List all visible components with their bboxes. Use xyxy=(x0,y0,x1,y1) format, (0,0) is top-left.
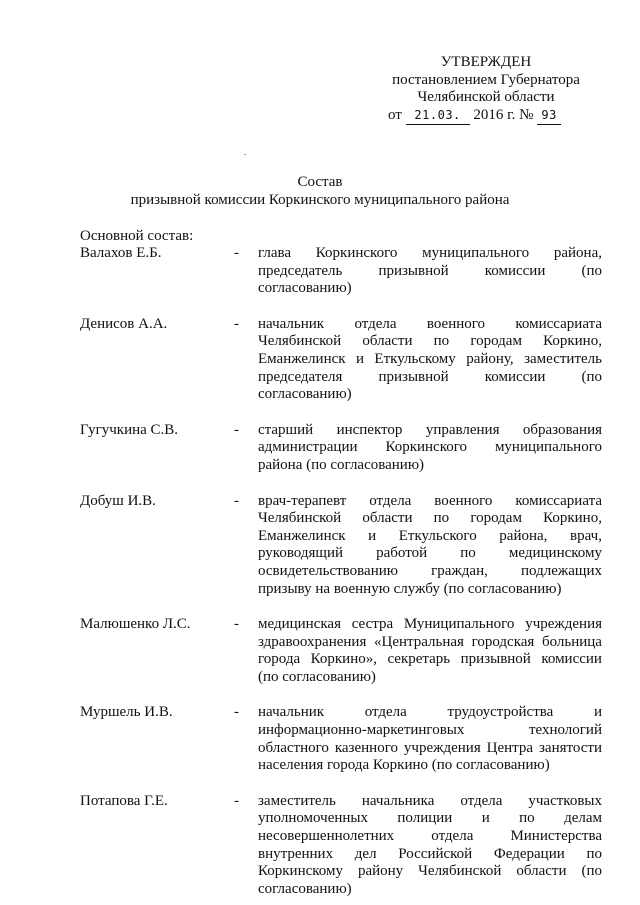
member-row xyxy=(80,493,602,599)
member-name: Муршель И.В. xyxy=(80,704,173,721)
section-label: Основной состав: xyxy=(80,228,194,244)
word: заместитель xyxy=(258,792,336,809)
member-name: Гугучкина С.В. xyxy=(80,421,179,438)
word: делам xyxy=(564,810,602,827)
word: начальник xyxy=(258,704,325,721)
position-line xyxy=(258,704,602,722)
word: Министерства xyxy=(510,828,602,845)
position-line xyxy=(258,316,602,334)
word: медицинскому xyxy=(508,545,602,562)
position-line xyxy=(258,846,602,864)
word: глава xyxy=(258,245,292,261)
member-name: Малюшенко Л.С. xyxy=(80,616,191,633)
word: района, xyxy=(553,245,602,261)
member-dash: - xyxy=(234,315,239,332)
word: граждан, xyxy=(431,562,488,579)
word: больница xyxy=(541,633,602,650)
word: старший xyxy=(258,421,314,438)
word: области xyxy=(362,333,413,350)
word: Челябинской xyxy=(258,333,342,350)
word: комиссии xyxy=(484,262,546,279)
position-line xyxy=(258,439,602,457)
word: технологий xyxy=(528,722,602,739)
word: призывной xyxy=(378,368,449,385)
position-line xyxy=(258,651,602,669)
member-name: Валахов Е.Б. xyxy=(80,245,162,261)
word: району, xyxy=(466,350,514,367)
position-line: согласованию) xyxy=(258,880,352,897)
member-position xyxy=(258,316,602,404)
word: дел xyxy=(354,845,377,862)
word: Еманжелинск xyxy=(258,527,346,544)
position-line xyxy=(258,722,602,740)
word: городам xyxy=(470,510,522,527)
member-row xyxy=(80,245,602,298)
word: военного xyxy=(434,492,493,509)
position-line xyxy=(258,263,602,281)
word: здравоохранения xyxy=(258,633,367,650)
position-line xyxy=(258,245,602,263)
word: секретарь xyxy=(387,651,451,668)
word: призывной xyxy=(378,262,449,279)
word: Еманжелинск xyxy=(258,350,346,367)
word: работой xyxy=(376,545,428,562)
word: и xyxy=(593,704,602,721)
member-dash: - xyxy=(234,616,239,633)
word: муниципального xyxy=(422,245,530,261)
word: управления xyxy=(425,421,500,438)
word: Центра xyxy=(486,739,534,756)
position-line xyxy=(258,828,602,846)
document-heading xyxy=(0,174,640,209)
word: комиссариата xyxy=(515,492,602,509)
word: отдела xyxy=(364,704,407,721)
word: по xyxy=(433,510,450,527)
word: района, xyxy=(499,527,548,544)
position-line xyxy=(258,422,602,440)
word: (по xyxy=(581,262,602,279)
word: образования xyxy=(522,421,602,438)
position-line: (по согласованию) xyxy=(258,668,376,685)
word: по xyxy=(586,845,602,862)
position-line xyxy=(258,810,602,828)
word: медицинская xyxy=(258,616,341,633)
position-line xyxy=(258,351,602,369)
word: Коркино, xyxy=(543,510,602,527)
scan-speck xyxy=(244,154,246,155)
word: уполномоченных xyxy=(258,810,368,827)
word: Челябинской xyxy=(418,863,502,880)
word: области xyxy=(516,863,567,880)
position-line xyxy=(258,545,602,563)
word: Коркинского xyxy=(315,245,398,261)
member-name: Потапова Г.Е. xyxy=(80,792,168,809)
word: Коркино, xyxy=(543,333,602,350)
word: отдела xyxy=(369,492,412,509)
date-prefix: от xyxy=(388,106,402,123)
word: отдела xyxy=(354,315,397,332)
word: города xyxy=(258,651,301,668)
member-dash: - xyxy=(234,704,239,721)
word: учреждения xyxy=(525,616,602,633)
word: сестра xyxy=(351,616,394,633)
word: заместитель xyxy=(524,350,602,367)
handwritten-number: 93 xyxy=(537,107,561,126)
word: трудоустройства xyxy=(447,704,554,721)
word: начальника xyxy=(361,792,435,809)
word: области xyxy=(362,510,413,527)
position-line: населения города Коркино (по согласованию) xyxy=(258,757,550,774)
word: городская xyxy=(471,633,535,650)
year-text: 2016 г. № xyxy=(473,106,534,123)
position-line xyxy=(258,563,602,581)
word: району xyxy=(357,863,404,880)
approval-line-decree: постановлением Губернатора xyxy=(392,71,580,88)
word: полиции xyxy=(397,810,453,827)
heading-line-1: Состав xyxy=(297,174,343,190)
member-position xyxy=(258,616,602,686)
member-name: Добуш И.В. xyxy=(80,492,156,509)
word: по xyxy=(519,810,535,827)
member-position xyxy=(258,793,602,899)
handwritten-date: 21.03. xyxy=(406,107,470,126)
word: занятости xyxy=(538,739,602,756)
member-dash: - xyxy=(234,792,239,809)
word: «Центральная xyxy=(373,633,464,650)
word: (по xyxy=(581,863,602,880)
member-dash: - xyxy=(234,421,239,438)
approval-block xyxy=(386,54,586,125)
position-line: согласованию) xyxy=(258,280,352,297)
word: по xyxy=(433,333,450,350)
word: Челябинской xyxy=(258,510,342,527)
member-position xyxy=(258,493,602,599)
member-position xyxy=(258,422,602,475)
word: несовершеннолетних xyxy=(258,828,395,845)
word: инспектор xyxy=(336,421,403,438)
word: и xyxy=(355,350,364,367)
word: Коркинского xyxy=(385,439,467,456)
word: Коркино», xyxy=(310,651,377,668)
word: администрации xyxy=(258,439,358,456)
position-line xyxy=(258,793,602,811)
word: информационно-маркетинговых xyxy=(258,722,465,739)
member-position xyxy=(258,245,602,298)
position-line xyxy=(258,528,602,546)
word: отдела xyxy=(431,828,474,845)
word: руководящий xyxy=(258,545,344,562)
word: врач, xyxy=(570,527,602,544)
member-row xyxy=(80,704,602,774)
word: отдела xyxy=(460,792,503,809)
position-line xyxy=(258,634,602,652)
word: (по xyxy=(581,368,602,385)
word: учреждения xyxy=(403,739,481,756)
position-line: согласованию) xyxy=(258,386,352,403)
member-name: Денисов А.А. xyxy=(80,315,168,332)
word: и xyxy=(368,527,377,544)
approval-title: УТВЕРЖДЕН xyxy=(440,54,532,70)
word: Еткульскому xyxy=(374,350,456,367)
word: Коркинскому xyxy=(258,863,343,880)
word: городам xyxy=(470,333,522,350)
word: врач-терапевт xyxy=(258,492,347,509)
word: областного xyxy=(258,739,329,756)
word: Еткульского xyxy=(398,527,477,544)
word: освидетельствованию xyxy=(258,562,398,579)
members-list xyxy=(80,245,602,898)
word: комиссии xyxy=(484,368,546,385)
word: Муниципального xyxy=(403,616,515,633)
word: начальник xyxy=(258,315,325,332)
word: комиссии xyxy=(541,651,602,668)
word: Федерации xyxy=(493,845,565,862)
position-line xyxy=(258,863,602,881)
word: и xyxy=(481,810,490,827)
word: муниципального xyxy=(494,439,602,456)
approval-line-region: Челябинской области xyxy=(417,89,555,106)
member-row xyxy=(80,422,602,475)
heading-line-2: призывной комиссии Коркинского муниципального района xyxy=(130,191,510,208)
member-row xyxy=(80,793,602,899)
word: внутренних xyxy=(258,845,334,862)
position-line: района (по согласованию) xyxy=(258,456,425,473)
member-row xyxy=(80,616,602,686)
position-line xyxy=(258,740,602,758)
position-line xyxy=(258,616,602,634)
word: председателя xyxy=(258,368,343,385)
word: по xyxy=(460,545,476,562)
word: казенного xyxy=(334,739,398,756)
word: военного xyxy=(426,315,486,332)
approval-date-line xyxy=(388,107,586,126)
position-line xyxy=(258,369,602,387)
position-line xyxy=(258,493,602,511)
word: председатель xyxy=(258,262,343,279)
member-dash: - xyxy=(234,245,239,261)
member-position xyxy=(258,704,602,774)
member-dash: - xyxy=(234,492,239,509)
position-line xyxy=(258,510,602,528)
word: участковых xyxy=(528,792,602,809)
word: комиссариата xyxy=(515,315,602,332)
word: подлежащих xyxy=(521,562,602,579)
position-line: призыву на военную службу (по согласованию) xyxy=(258,580,562,597)
word: призывной xyxy=(460,651,531,668)
member-row xyxy=(80,316,602,404)
position-line xyxy=(258,333,602,351)
word: Российской xyxy=(398,845,473,862)
